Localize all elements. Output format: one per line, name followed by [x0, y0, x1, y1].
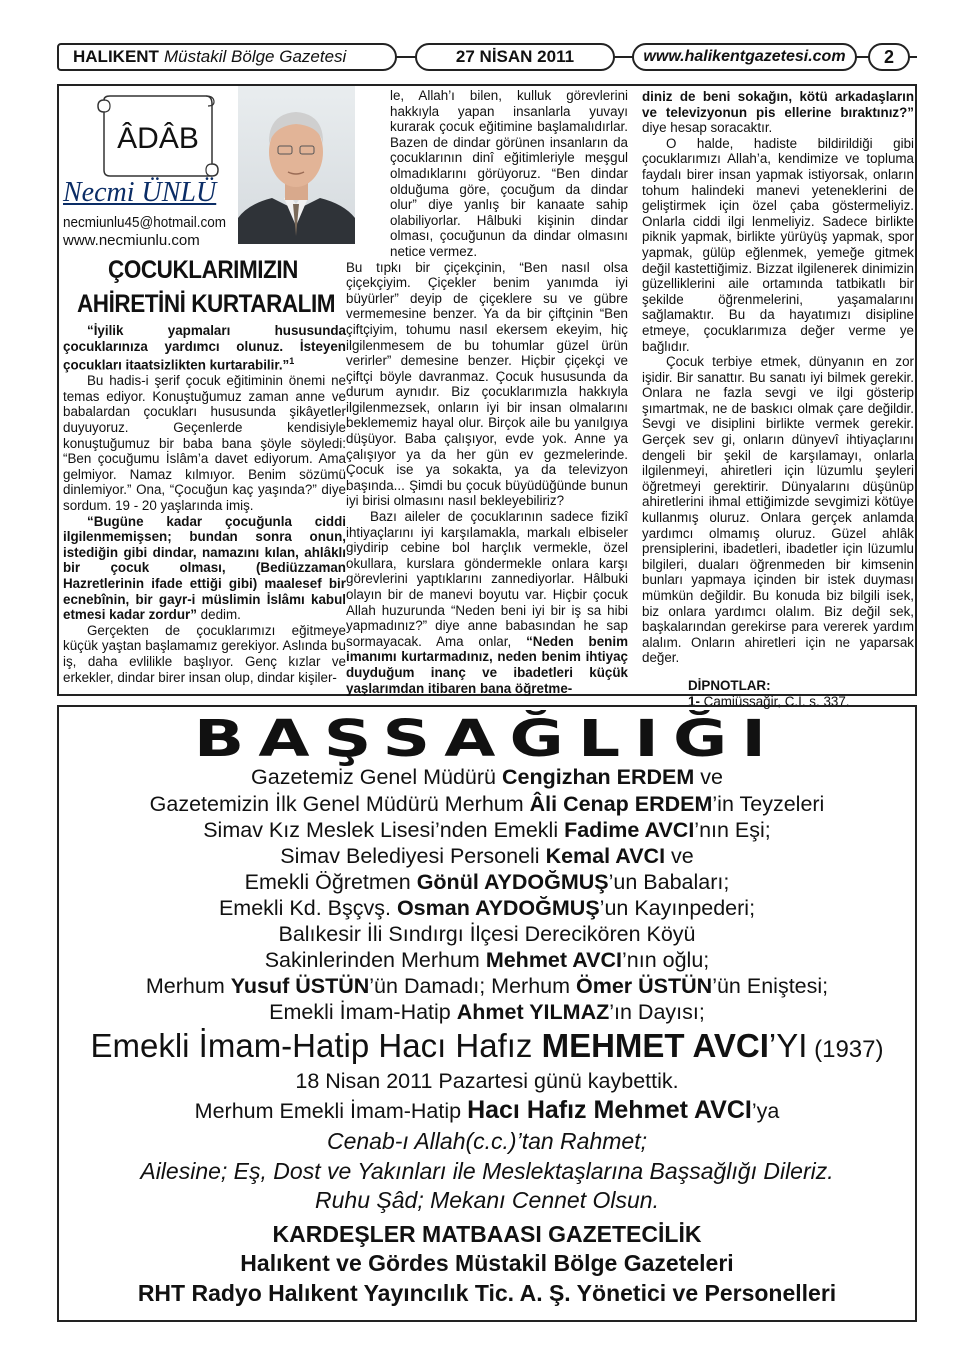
condolence-line: Merhum Yusuf ÜSTÜN’ün Damadı; Merhum Ömer ÜSTÜN’ün Eniştesi; [145, 974, 829, 998]
author-contact [63, 214, 244, 250]
paragraph: Bu tıpkı bir çiçekçinin, “Ben nasıl olsa çiçekçiyim. Çiçekler benim yanımda iyi büyürler” deyip de çiçeklere su ve gübre vermemesine benzer. Ya da bir çiftçinin “Ben çiftçiyim, tohumu nasıl ekersem ekeyim, hiç ilgilenmesem de bu tohumlar güzel ürün verirler” demesine benzer. Hiçbir çiçekçi ve çiftçi böyle davranmaz. Çocuk hususunda da durum aynıdır. Biz çocuklarımızla hakkıyla ilgilenmezsek, onların iyi bir insan olmalarını beklememiz hayal olur. Birçok aile bu yanılgıya düşüyor. Baba çalışıyor, evde yok. Anne ya çalışıyor ya da her gün ev gezmelerinde. Çocuk ise ya sokakta, ya da televizyon başında... Şimdi bu çocuk büyüdüğünde bunun iyi birisi olmasını nasıl bekleyebiliriz? [346, 259, 628, 509]
condolence-signature: RHT Radyo Halıkent Yayıncılık Tic. A. Ş. Yönetici ve Personelleri [137, 1280, 837, 1306]
website-link[interactable]: www.halikentgazetesi.com [632, 43, 857, 71]
paragraph: Bu hadis-i şerif çocuk eğitiminin önemi ne temas ediyor. Konuştuğumuz zaman anne ve babalardan çocukları hususunda şikâyetler duyuyoruz. Geçenlerde kendisiyle konuştuğumuz bir baba bana şöyle söyledi: “Ben çocuğumu İslâm’a davet ediyorum. Ama gelmiyor. Namaz kılmıyor. Benim sözümü dinlemiyor.” Ona, “Çocuğun kaç yaşında?” diye sordum. 19 - 20 yaşlarında imiş. [63, 373, 346, 513]
condolence-line: Balıkesir İli Sındırgı İlçesi Derecikören Köyü [278, 922, 696, 946]
article-column-3 [642, 89, 914, 709]
page-number: 2 [868, 43, 910, 71]
article-column-2 [346, 88, 628, 696]
condolence-line: 18 Nisan 2011 Pazartesi günü kaybettik. [295, 1069, 679, 1093]
paragraph: “Bugüne kadar çocuğunla ciddi ilgilenmemişsen; bundan sonra onun, istediğin gibi dindar, namazını kılan, ahlâklı bir çocuk olması, (Bediüzzaman Hazretlerinin ifade ettiği gibi) maalesef bir ecnebînin, bir gayr-i müslimin İslâmı kabul etmesi kadar zordur” dedim. [63, 513, 346, 623]
article-headline-line2: AHİRETİNİ KURTARALIM [77, 290, 336, 318]
condolence-line: Emekli İmam-Hatip Ahmet YILMAZ’ın Dayısı; [269, 1000, 705, 1024]
condolence-line: Merhum Emekli İmam-Hatip Hacı Hafız Mehmet AVCI’ya [194, 1096, 780, 1124]
author-name: Necmi ÜNLÜ [63, 177, 217, 208]
deceased-name-line: Emekli İmam-Hatip Hacı Hafız MEHMET AVCI’YI (1937) [90, 1027, 884, 1064]
masthead-tagline: Müstakil Bölge Gazetesi [163, 47, 347, 66]
condolence-line: Gazetemiz Genel Müdürü Cengizhan ERDEM ve [251, 765, 723, 789]
column-logo [90, 90, 220, 178]
condolence-line: Cenab-ı Allah(c.c.)’tan Rahmet; [326, 1128, 647, 1154]
condolence-line: Simav Kız Meslek Lisesi’nden Emekli Fadime AVCI’nın Eşi; [203, 818, 771, 842]
condolence-line: Simav Belediyesi Personeli Kemal AVCI ve [280, 844, 694, 868]
author-email[interactable]: necmiunlu45@hotmail.com [63, 214, 227, 231]
masthead-brand: HALIKENT [73, 47, 159, 66]
condolence-signature: KARDEŞLER MATBAASI GAZETECİLİK [272, 1221, 702, 1247]
condolence-notice [57, 705, 917, 1322]
condolence-signature: Halıkent ve Gördes Müstakil Bölge Gazeteleri [240, 1250, 734, 1276]
paragraph: Bazı aileler de çocuklarının sadece fizikî ihtiyaçlarını iyi karşılamakla, markalı elbiseler giydirip cebine bol harçlık vermekle, özel okullara, kurslara göndermekle onlara karşı görevlerini yaptıklarını zannediyorlar. Hâlbuki olayın bir de manevi boyutu var. Hiçbir çocuk Allah huzurunda “Neden beni iyi bir iş sa hibi yapmadınız?” diye anne babasından he sap sormayacak. Ama onlar, “Neden benim imanımı kurtarmadınız, neden benim ihtiyaç duyduğum inanç ve ibadetleri küçük yaşlarımdan itibaren bana öğretme- [346, 509, 628, 696]
paragraph: O halde, hadiste bildirildiği gibi çocuklarımızı Allah’a, kendimize ve topluma faydalı birer insan yapmak istiyorsak, onların tohum halindeki manevi yeteneklerini de geliştirmek için özel çaba göstermeliyiz. Onlarla ciddi ilgi lenmeliyiz. Sadece birlikte piknik yapmak, birlikte yürüyüş yapmak, spor yapmak, gülüp eğlenmek, yemeğe gitmek değil kastettiğimiz. Bizzat ilgilenerek dinimizin güzelliklerini aile ortamında tatbikatlı bir şekilde öğrenmelerini, yaşamalarını sağlamaktır. Bu da hayatımızı disipline etmeye, çocuklarımıza değer verme ye bağlıdır. [642, 135, 914, 354]
paragraph: Gerçekten de çocuklarımızı eğitmeye küçük yaştan başlamamız gerekiyor. Aslında bu iş, daha evlilikle başlıyor. Genç kızlar ve erkekler, dindar birer insan olup, dindar kişiler- [63, 622, 346, 685]
paragraph: Çocuk terbiye etmek, dünyanın en zor işidir. Bir sanattır. Bu sanatı iyi bilmek gerekir. Onlara ne fazla sevgi ve ilgi gösterip şımartmak, ne de baskıcı olmak çare değildir. Sevgi ve disiplini birlikte vermek gerekir. Gerçek sev gi, onların dünyevî ihtiyaçlarını dengeli bir şekil de karşılamayı, onlarla ilgilenmeyi, ahiretleri için lüzumlu şeyleri öğretmeyi gerektirir. Dünyalarını düşünüp ahiretlerini ihmal ettiğimizde sevgimizi kötüye kullanmış oluruz. Onlara gerçek anlamda yardımcı olmamış oluruz. Güzel ahlâk prensiplerini, ibadetleri, ibadetler için lüzumlu bilgileri, duaları öğrenmeden bir kimsenin bunları yapmaya içinden bir istek duyması mümkün değildir. Bu konuda biz bilgili isek, biz onlara yardımcı olalım. Biz değil sek, başkalarından gerekirse para vererek yardım alalım. Onların ahiretleri için ne yaparsak değer. [642, 354, 914, 666]
hadith-quote: “İyilik yapmaları hususunda çocuklarınıza yardımcı olunuz. İsteyen çocukları itaatsizlikten kurtarabilir.”$^1$ [63, 323, 346, 373]
condolence-line: Sakinlerinden Merhum Mehmet AVCI’nın oğlu; [264, 948, 710, 972]
paragraph: le, Allah’ı bilen, kulluk görevlerini hakkıyla yapan insanlarla yuvayı kurarak çocuk eğitimine başlamalıdırlar. Bazen de dindar görünen insanların da çocuklarının dinî eğitimleriyle meşgul olmadıklarını görüyoruz. “Ben dindar olduğuma göre, çocuğum da dindar olur” diye yanlış bir kanaate sahip olabiliyorlar. Hâlbuki kişinin dindar olması, çocuğunun da dindar olmasını netice vermez. [390, 88, 628, 259]
footnotes-title: DİPNOTLAR: [688, 677, 771, 693]
article-column-1 [63, 323, 346, 685]
condolence-line: Gazetemizin İlk Genel Müdürü Merhum Âli Cenap ERDEM’in Teyzeleri [149, 792, 825, 816]
condolence-line: Emekli Kd. Bşçvş. Osman AYDOĞMUŞ’un Kayınpederi; [218, 896, 756, 920]
condolence-line: Emekli Öğretmen Gönül AYDOĞMUŞ’un Babaları; [244, 870, 730, 894]
footnote: 1- Camiüssağir, C.I. s. 337. [688, 693, 850, 709]
issue-date: 27 NİSAN 2011 [415, 43, 615, 71]
paragraph: diniz de beni sokağın, kötü arkadaşların ve televizyonun pis ellerine bıraktınız?” diye hesap soracaktır. [642, 89, 914, 136]
scroll-icon [90, 90, 220, 178]
author-photo [238, 86, 355, 244]
author-website[interactable]: www.necmiunlu.com [63, 232, 200, 249]
article-headline-line1: ÇOCUKLARIMIZIN [108, 256, 298, 284]
condolence-line: Ailesine; Eş, Dost ve Yakınları ile Meslektaşlarına Başsağlığı Dileriz. [140, 1158, 834, 1184]
logo-text: ÂDÂB [117, 122, 199, 155]
condolence-line: Ruhu Şâd; Mekanı Cennet Olsun. [315, 1187, 659, 1213]
masthead [57, 43, 397, 71]
condolence-title: BAŞSAĞLIĞI [193, 710, 781, 769]
